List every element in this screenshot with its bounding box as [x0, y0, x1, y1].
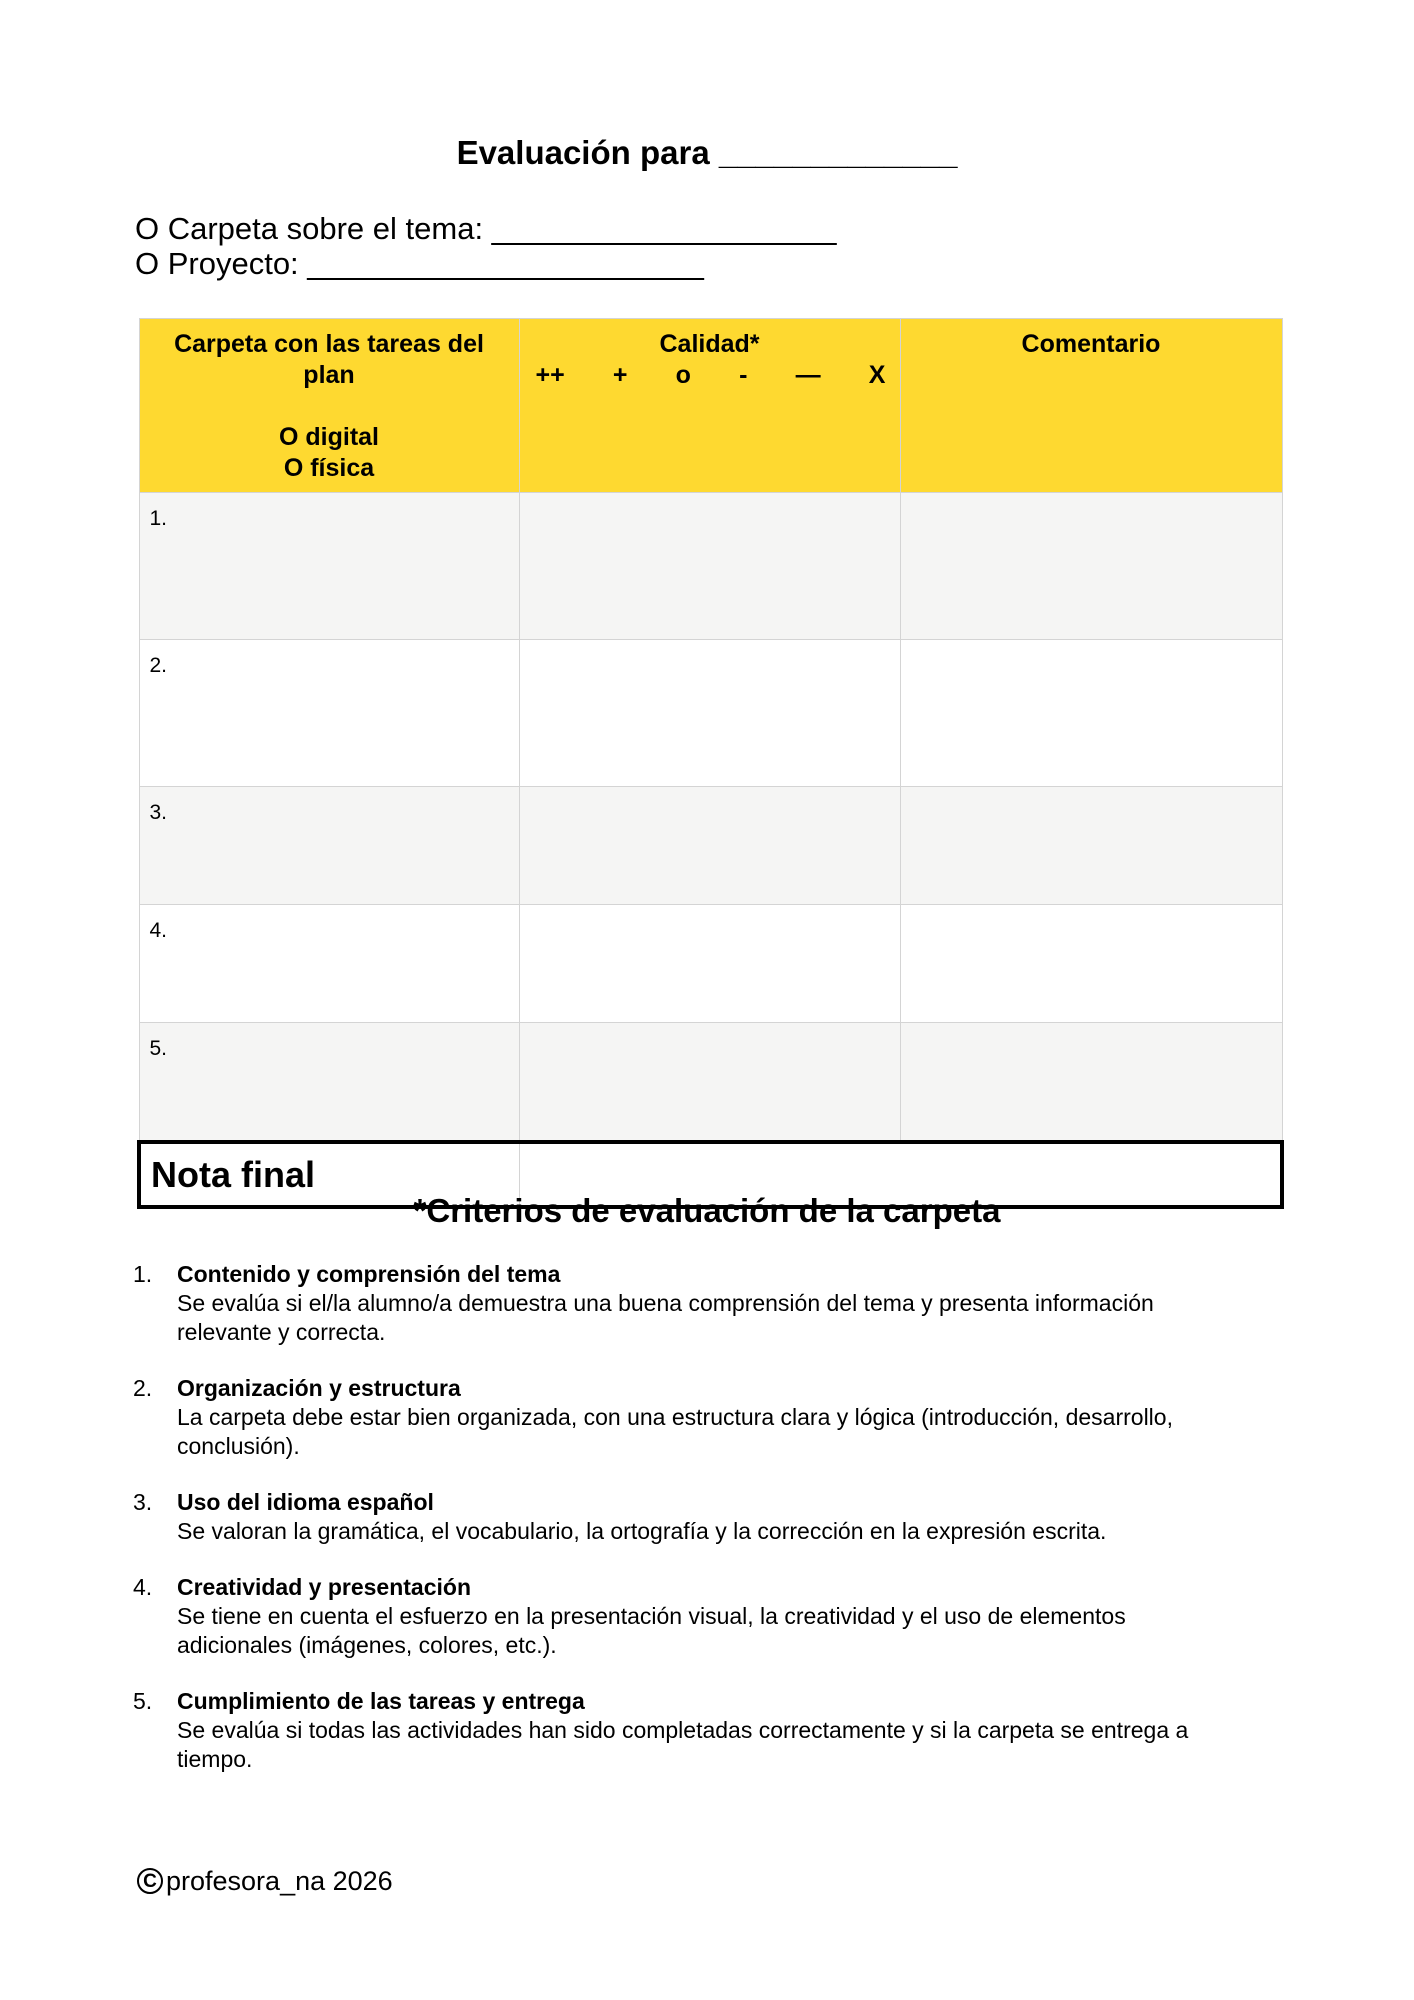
criteria-name: Uso del idioma español [177, 1489, 434, 1515]
topic-field: O Carpeta sobre el tema: ____________________ [135, 211, 837, 246]
criteria-item [133, 1260, 1253, 1347]
final-grade-label: Nota final [139, 1142, 519, 1207]
table-row [139, 493, 1282, 640]
quality-mark: X [868, 361, 886, 389]
comment-cell [900, 640, 1282, 787]
criteria-description: tiempo. [177, 1746, 253, 1772]
criteria-description: adicionales (imágenes, colores, etc.). [177, 1632, 557, 1658]
quality-cell [519, 493, 900, 640]
quality-cell [519, 1023, 900, 1143]
footer-text: profesora_na 2026 [166, 1866, 393, 1896]
table-header-row [139, 319, 1282, 493]
quality-mark: + [612, 361, 628, 389]
row-number: 5. [139, 1023, 519, 1143]
quality-scale [520, 360, 900, 391]
criteria-description: Se tiene en cuenta el esfuerzo en la presentación visual, la creatividad y el uso de elementos [177, 1603, 1126, 1629]
criteria-description: Se valoran la gramática, el vocabulario, la ortografía y la corrección en la expresión escrita. [177, 1518, 1107, 1544]
comment-cell [900, 493, 1282, 640]
footer [137, 1864, 393, 1898]
criteria-number: 2. [133, 1375, 153, 1401]
quality-mark: ++ [535, 361, 565, 389]
criteria-description: conclusión). [177, 1433, 300, 1459]
criteria-description: Se evalúa si todas las actividades han sido completadas correctamente y si la carpeta se entrega a [177, 1717, 1189, 1743]
row-number: 4. [139, 905, 519, 1023]
comment-cell [900, 905, 1282, 1023]
comment-cell [900, 787, 1282, 905]
table-row [139, 787, 1282, 905]
table-row [139, 1023, 1282, 1143]
criteria-number: 3. [133, 1489, 153, 1515]
quality-mark: o [675, 361, 691, 389]
header-tasks-line2: plan [303, 361, 355, 389]
criteria-item [133, 1488, 1253, 1546]
evaluation-table [137, 318, 1284, 1209]
quality-mark: — [795, 361, 821, 389]
option-physical: O física [283, 454, 375, 482]
criteria-description: La carpeta debe estar bien organizada, con una estructura clara y lógica (introducción, desarrollo, [177, 1404, 1173, 1430]
header-quality [519, 319, 900, 493]
criteria-name: Creatividad y presentación [177, 1574, 471, 1600]
criteria-title: *Criterios de evaluación de la carpeta [413, 1192, 1001, 1229]
row-number: 3. [139, 787, 519, 905]
page-title: Evaluación para _____________ [456, 134, 958, 171]
criteria-description: Se evalúa si el/la alumno/a demuestra una buena comprensión del tema y presenta información [177, 1290, 1154, 1316]
quality-cell [519, 640, 900, 787]
table-row [139, 640, 1282, 787]
criteria-number: 1. [133, 1261, 153, 1287]
criteria-name: Organización y estructura [177, 1375, 461, 1401]
criteria-name: Contenido y comprensión del tema [177, 1261, 561, 1287]
criteria-list [133, 1260, 1253, 1774]
criteria-name: Cumplimiento de las tareas y entrega [177, 1688, 585, 1714]
quality-cell [519, 905, 900, 1023]
comment-cell [900, 1023, 1282, 1143]
header-tasks [139, 319, 519, 493]
table-row [139, 905, 1282, 1023]
criteria-number: 5. [133, 1688, 153, 1714]
option-digital: O digital [279, 423, 379, 451]
header-comment: Comentario [900, 319, 1282, 493]
project-field: O Proyecto: _______________________ [135, 246, 704, 281]
row-number: 2. [139, 640, 519, 787]
quality-cell [519, 787, 900, 905]
criteria-description: relevante y correcta. [177, 1319, 386, 1345]
row-number: 1. [139, 493, 519, 640]
criteria-item [133, 1374, 1253, 1461]
quality-mark: - [739, 361, 748, 389]
header-tasks-line1: Carpeta con las tareas del [174, 330, 484, 358]
criteria-number: 4. [133, 1574, 153, 1600]
header-quality-title: Calidad* [659, 330, 760, 358]
criteria-item [133, 1687, 1253, 1774]
copyright-icon: C [137, 1868, 163, 1894]
criteria-item [133, 1573, 1253, 1660]
